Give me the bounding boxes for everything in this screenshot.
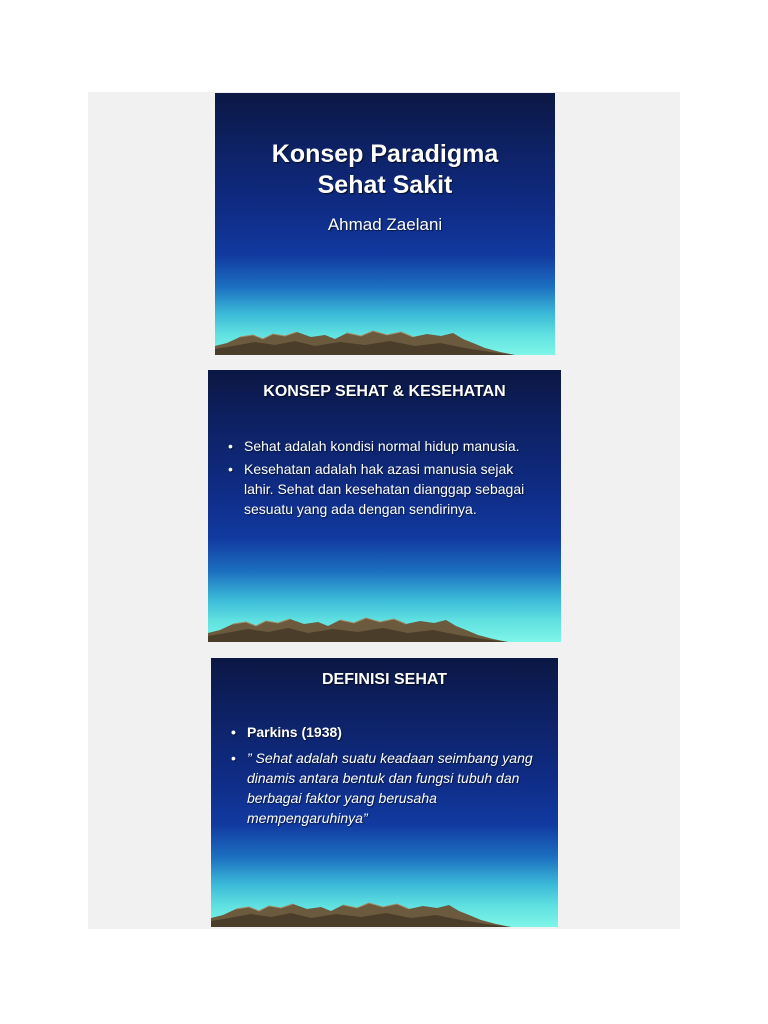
- bullet-icon: •: [228, 461, 233, 477]
- mountains-graphic: [215, 315, 555, 355]
- bullet-item: • ” Sehat adalah suatu keadaan seimbang yang dinamis antara bentuk dan fungsi tubuh dan berbagai faktor yang berusaha mempengaruhinya”: [231, 750, 533, 826]
- slide-author: Ahmad Zaelani: [327, 215, 443, 234]
- slide-heading: DEFINISI SEHAT: [321, 671, 448, 688]
- mountains-graphic: [208, 602, 561, 642]
- slide-heading: KONSEP SEHAT & KESEHATAN: [263, 383, 506, 400]
- bullet-icon: •: [231, 750, 236, 766]
- slide-title-text: [215, 139, 555, 201]
- bullet-item: • Parkins (1938): [231, 724, 342, 740]
- bullet-item: • Kesehatan adalah hak azasi manusia sejak lahir. Sehat dan kesehatan dianggap sebagai sesuatu yang ada dengan sendirinya.: [228, 461, 525, 517]
- mountains-graphic: [211, 887, 558, 927]
- bullet-icon: •: [231, 724, 236, 740]
- slide-definisi-sehat: [211, 658, 558, 927]
- title-line-1: Konsep Paradigma: [271, 140, 499, 168]
- document-page: [88, 92, 680, 929]
- title-line-2: Sehat Sakit: [317, 171, 453, 199]
- bullet-list: [231, 722, 541, 831]
- bullet-list: [228, 436, 546, 522]
- bullet-icon: •: [228, 438, 233, 454]
- slide-title: [215, 93, 555, 355]
- slide-konsep-sehat: [208, 370, 561, 642]
- bullet-item: • Sehat adalah kondisi normal hidup manusia.: [228, 438, 520, 454]
